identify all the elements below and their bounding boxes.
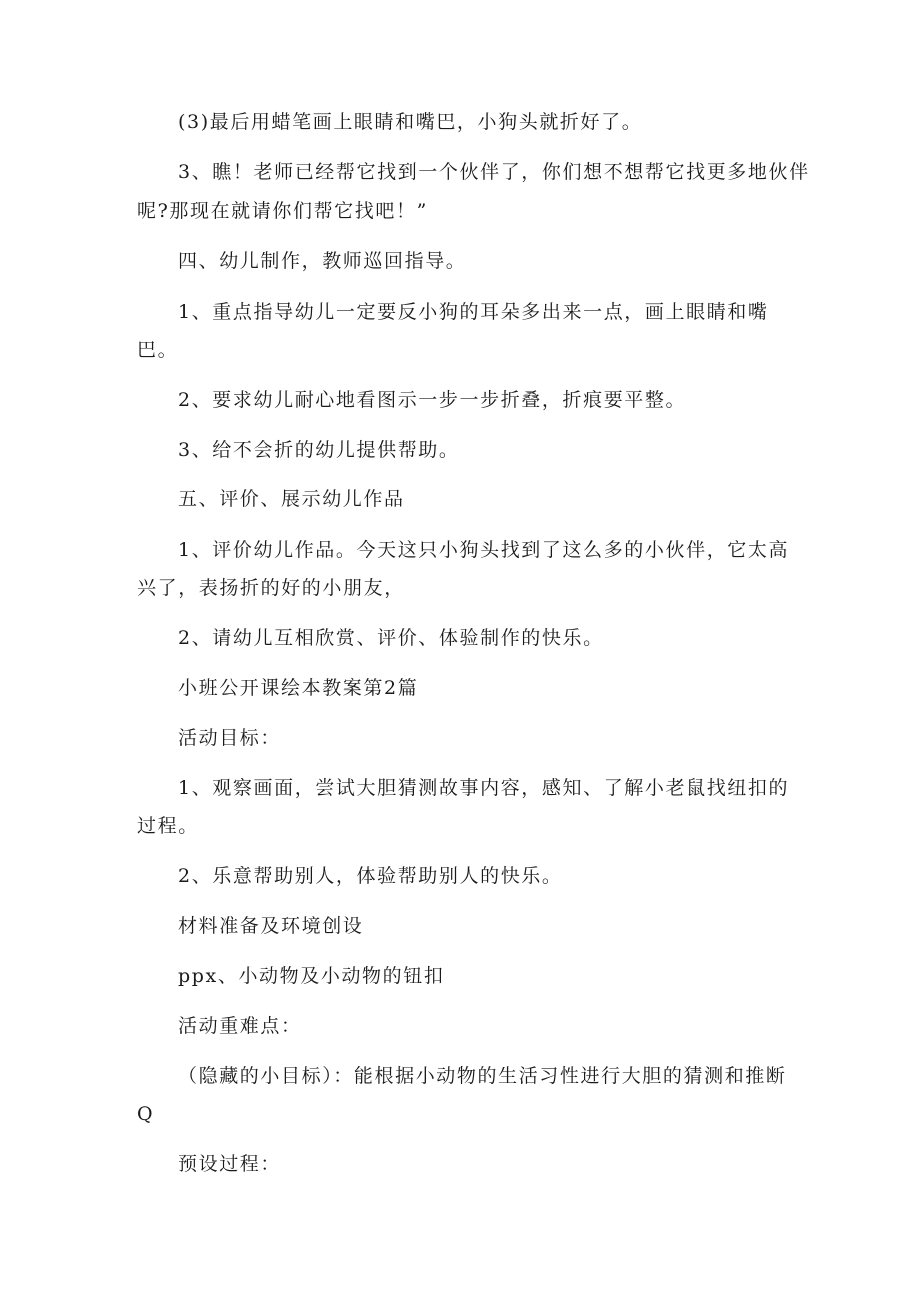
text-line: ppx、小动物及小动物的钮扣 (178, 965, 445, 987)
text-line: 3、给不会折的幼儿提供帮助。 (178, 439, 460, 461)
text-line: 1、评价幼儿作品。今天这只小狗头找到了这么多的小伙伴，它太高 (178, 539, 790, 561)
text-line: (3)最后用蜡笔画上眼睛和嘴巴，小狗头就折好了。 (178, 111, 643, 133)
text-line: 1、观察画面，尝试大胆猜测故事内容，感知、了解小老鼠找纽扣的 (178, 777, 790, 799)
text-line: 1、重点指导幼儿一定要反小狗的耳朵多出来一点，画上眼睛和嘴 (178, 301, 769, 323)
section-heading: 四、幼儿制作，教师巡回指导。 (178, 250, 467, 272)
section-title: 小班公开课绘本教案第2篇 (178, 677, 419, 699)
section-heading: 材料准备及环境创设 (178, 915, 364, 937)
section-heading: 活动重难点： (178, 1015, 302, 1037)
text-line: 兴了，表扬折的好的小朋友， (137, 577, 405, 599)
text-line: 巴。 (137, 339, 179, 361)
section-heading: 预设过程： (178, 1153, 282, 1175)
text-line: 2、请幼儿互相欣赏、评价、体验制作的快乐。 (178, 627, 604, 649)
text-line: 2、乐意帮助别人，体验帮助别人的快乐。 (178, 865, 563, 887)
section-heading: 五、评价、展示幼儿作品 (178, 488, 405, 510)
text-line: 呢?那现在就请你们帮它找吧！” (137, 200, 428, 222)
section-heading: 活动目标： (178, 727, 282, 749)
text-line: 2、要求幼儿耐心地看图示一步一步折叠，折痕要平整。 (178, 389, 687, 411)
text-line: （隐藏的小目标）：能根据小动物的生活习性进行大胆的猜测和推断 (178, 1065, 787, 1087)
text-line: Q (137, 1103, 155, 1125)
text-line: 3、瞧！老师已经帮它找到一个伙伴了，你们想不想帮它找更多地伙伴 (178, 161, 810, 183)
text-line: 过程。 (137, 815, 199, 837)
